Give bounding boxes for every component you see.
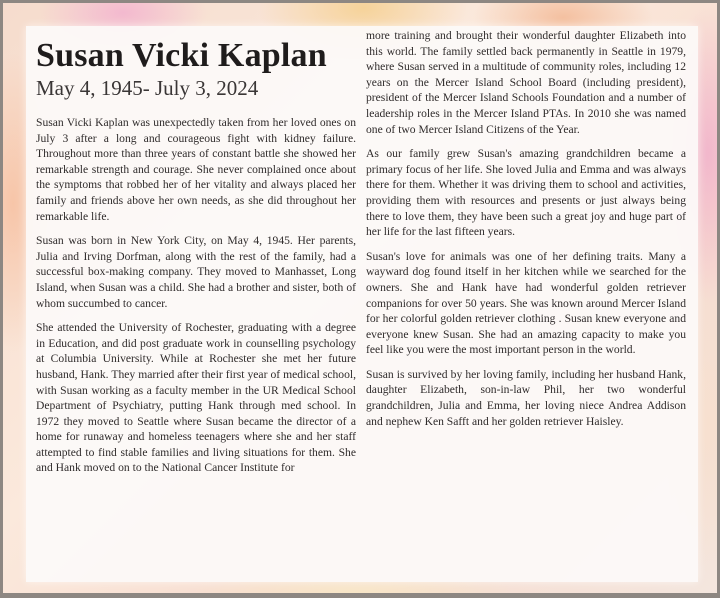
right-column [366,26,686,438]
obituary-frame [3,3,717,593]
obituary-panel [26,26,698,582]
paragraph: She attended the University of Rochester, graduating with a degree in Education, and did post graduate work in counselling psychology at Columbia University. While at Rochester she met her future husband, Hank. They married after their first year of medical school, with Susan working as a faculty member in the UR Medical School Department of Psychiatry, putting Hank through med school. In 1972 they moved to Seattle where Susan became the director of a home for runaway and homeless teenagers where she and her staff attempted to find stable families and living situations for them. She and Hank moved on to the National Cancer Institute for [36,321,356,475]
paragraph: Susan is survived by her loving family, including her husband Hank, daughter Elizabeth, son-in-law Phil, her two wonderful grandchildren, Julia and Emma, her loving niece Andrea Addison and nephew Ken Safft and her golden retriever Haisley. [366,367,686,428]
paragraph: Susan was born in New York City, on May 4, 1945. Her parents, Julia and Irving Dorfman, along with the rest of the family, had a successful box-making company. They moved to Manhasset, Long Island, when Susan was a child. She had a brother and sister, both of whom succumbed to cancer. [36,234,356,310]
paragraph: As our family grew Susan's amazing grandchildren became a primary focus of her life. She loved Julia and Emma and was always there for them. Whether it was driving them to school and activities, providing them with resources and presents or just always being there to love them, they have been such a great joy and huge part of her life for the last fifteen years. [366,147,686,239]
left-column-body [36,115,356,476]
right-column-body [366,28,686,429]
paragraph: Susan's love for animals was one of her defining traits. Many a wayward dog found itself in her kitchen while we searched for the owners. She and Hank have had wonderful golden retriever companions for over 50 years. She was known around Mercer Island for her colorful golden retriever clothing . Susan knew everyone and everyone knew Susan. She had an amazing capacity to make you feel like you were the most important person in the world. [366,249,686,357]
life-dates: May 4, 1945- July 3, 2024 [36,76,259,100]
left-column [36,26,356,485]
paragraph: Susan Vicki Kaplan was unexpectedly taken from her loved ones on July 3 after a long and courageous fight with kidney failure. Throughout more than three years of constant battle she showed her remarkable strength and courage. She never complained once about the symptoms that robbed her of her vitality and always placed her family and friends above her own needs, as she did throughout her remarkable life. [36,116,356,223]
paragraph: more training and brought their wonderful daughter Elizabeth into this world. The family settled back permanently in Seattle in 1979, where Susan served in a multitude of community roles, including 12 years on the Mercer Island School Board (including president), president of the Mercer Island Schools Foundation and a number of leadership roles in the Mercer Island PTAs. In 2010 she was named one of two Mercer Island Citizens of the Year. [366,29,686,136]
deceased-name: Susan Vicki Kaplan [36,37,327,74]
